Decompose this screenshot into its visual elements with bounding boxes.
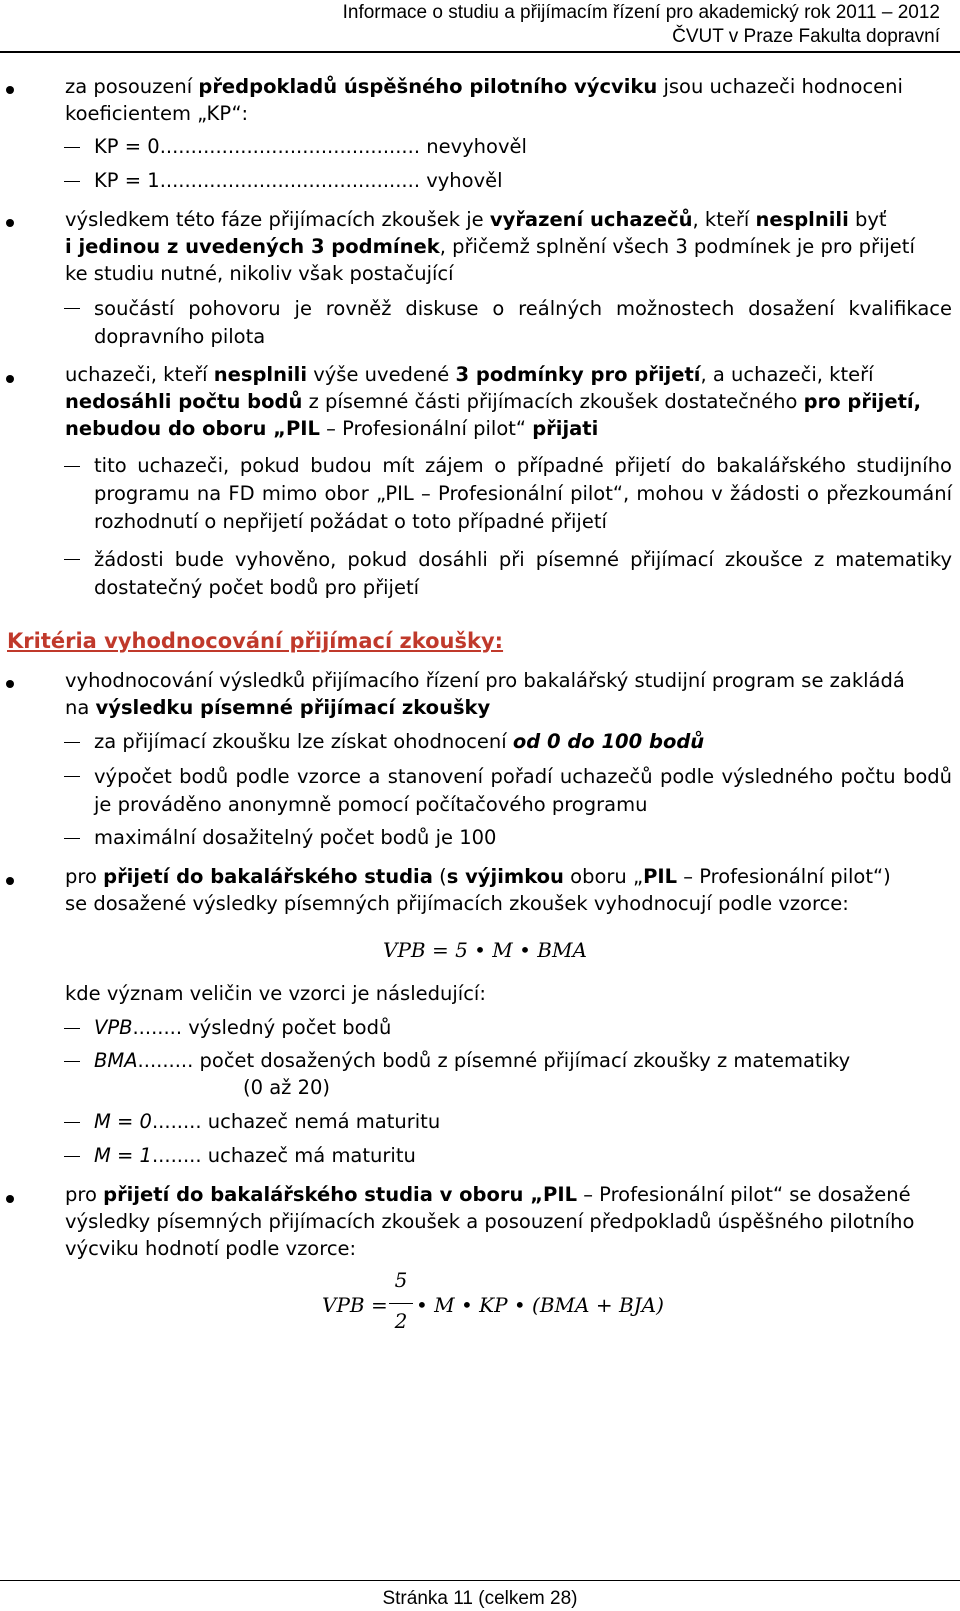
legend-bma <box>94 1048 850 1074</box>
paragraph-pil-line1 <box>65 1182 911 1208</box>
text: – Profesionální pilot“ se dosažené <box>577 1183 911 1206</box>
text: ......... počet dosažených bodů z písemné přijímací zkoušky z matematiky <box>137 1049 851 1072</box>
symbol-text: BMA <box>94 1049 138 1072</box>
text: za posouzení <box>65 75 199 98</box>
kp0-line: KP = 0.......................................... nevyhověl <box>94 135 527 158</box>
text: jsou uchazeči hodnoceni <box>657 75 903 98</box>
bullet-icon <box>6 219 14 227</box>
formula-vpb-pil-left: VPB = <box>322 1293 388 1317</box>
paragraph-reconsideration: tito uchazeči, pokud budou mít zájem o případné přijetí do bakalářského studijního programu na FD mimo obor „PIL – Profesionální pilot“, mohou v žádosti o přezkoumání rozhodnutí o nepřijetí požádat o toto případné přijetí <box>94 454 952 533</box>
paragraph-calculation: výpočet bodů podle vzorce a stanovení pořadí uchazečů podle výsledného počtu bodů je prováděno anonymně pomocí počítačového programu <box>94 765 952 816</box>
text: oboru „ <box>563 865 644 888</box>
paragraph-interview: součástí pohovoru je rovněž diskuse o reálných možnostech dosažení kvalifikace dopravního pilota <box>94 297 952 348</box>
bold-text: s výjimkou <box>446 865 564 888</box>
bullet-icon <box>6 877 14 885</box>
text: pro <box>65 1183 104 1206</box>
bullet-icon <box>6 680 14 688</box>
formula-vpb-pil-right: • M • KP • (BMA + BJA) <box>416 1293 664 1317</box>
dash-icon <box>64 1028 80 1029</box>
formula-fraction-denominator: 2 <box>394 1309 408 1333</box>
legend-m1 <box>94 1143 416 1169</box>
bold-text: pro přijetí <box>803 390 914 413</box>
bold-text: nesplnili <box>755 208 849 231</box>
symbol-text: M = 1 <box>94 1144 152 1167</box>
paragraph-rejected-line3 <box>65 416 598 442</box>
header-line-1: Informace o studiu a přijímacím řízení pro akademický rok 2011 – 2012 <box>342 2 940 23</box>
dash-icon <box>64 466 80 467</box>
footer-divider <box>0 1580 960 1581</box>
dash-icon <box>64 308 80 309</box>
dash-icon <box>64 742 80 743</box>
paragraph-result-line3: ke studiu nutné, nikoliv však postačující <box>65 262 454 285</box>
paragraph-evaluation-line1: vyhodnocování výsledků přijímacího řízení pro bakalářský studijní program se zakládá <box>65 669 905 692</box>
bold-text: nedosáhli počtu bodů <box>65 390 303 413</box>
kp1-line: KP = 1.......................................... vyhověl <box>94 169 503 192</box>
header-divider <box>0 51 960 53</box>
page-number: Stránka 11 (celkem 28) <box>382 1588 578 1609</box>
section-heading-criteria: Kritéria vyhodnocování přijímací zkoušky: <box>7 629 504 653</box>
formula-fraction-bar <box>389 1303 413 1304</box>
paragraph-max-points: maximální dosažitelný počet bodů je 100 <box>94 826 497 849</box>
bold-italic-text: od 0 do 100 bodů <box>512 730 705 753</box>
dash-icon <box>64 1061 80 1062</box>
paragraph-kp-intro <box>65 74 903 100</box>
bold-text: i jedinou z uvedených 3 podmínek <box>65 235 440 258</box>
dash-icon <box>64 776 80 777</box>
paragraph-bachelor-line1 <box>65 864 891 890</box>
text: výsledkem této fáze přijímacích zkoušek je <box>65 208 490 231</box>
formula-vpb-bachelor: VPB = 5 • M • BMA <box>383 938 587 962</box>
text: ........ uchazeč má maturitu <box>151 1144 416 1167</box>
paragraph-legend-intro: kde význam veličin ve vzorci je následující: <box>65 982 486 1005</box>
dash-icon <box>64 838 80 839</box>
paragraph-bachelor-line2: se dosažené výsledky písemných přijímacích zkoušek vyhodnocují podle vzorce: <box>65 892 849 915</box>
bold-text: předpokladů úspěšného pilotního výcviku <box>198 75 658 98</box>
bold-text: nesplnili <box>213 363 308 386</box>
bold-text: 3 podmínky pro přijetí <box>455 363 701 386</box>
bold-text: výsledku písemné přijímací zkoušky <box>95 696 491 719</box>
bold-text: přijetí do bakalářského studia v oboru „PIL <box>103 1183 577 1206</box>
dash-icon <box>64 181 80 182</box>
legend-vpb <box>94 1015 391 1041</box>
text: ........ výsledný počet bodů <box>132 1016 392 1039</box>
text: , přičemž splnění všech 3 podmínek je pro přijetí <box>439 235 915 258</box>
paragraph-points-range <box>94 729 704 755</box>
text: výše uvedené <box>307 363 456 386</box>
text: uchazeči, kteří <box>65 363 214 386</box>
symbol-text: M = 0 <box>94 1110 152 1133</box>
text: na <box>65 696 96 719</box>
bullet-icon <box>6 1195 14 1203</box>
bold-text: přijati <box>532 417 599 440</box>
text: ........ uchazeč nemá maturitu <box>151 1110 441 1133</box>
text: – Profesionální pilot“ <box>319 417 533 440</box>
legend-bma-range: (0 až 20) <box>243 1076 331 1099</box>
legend-m0 <box>94 1109 440 1135</box>
bold-text: přijetí do bakalářského studia <box>103 865 433 888</box>
dash-icon <box>64 1122 80 1123</box>
text: ( <box>432 865 447 888</box>
bullet-icon <box>6 86 14 94</box>
text: pro <box>65 865 104 888</box>
paragraph-pil-line3: výcviku hodnotí podle vzorce: <box>65 1237 357 1260</box>
paragraph-rejected-line1 <box>65 362 874 388</box>
paragraph-pil-line2: výsledky písemných přijímacích zkoušek a posouzení předpokladů úspěšného pilotního <box>65 1210 915 1233</box>
paragraph-evaluation-line2 <box>65 695 490 721</box>
dash-icon <box>64 1156 80 1157</box>
text: byť <box>848 208 887 231</box>
header-line-2: ČVUT v Praze Fakulta dopravní <box>672 26 940 47</box>
text: z písemné části přijímacích zkoušek dostatečného <box>302 390 804 413</box>
paragraph-granted: žádosti bude vyhověno, pokud dosáhli při písemné přijímací zkoušce z matematiky dostatečný počet bodů pro přijetí <box>94 548 952 599</box>
bold-text: vyřazení uchazečů <box>489 208 693 231</box>
paragraph-kp-intro-line2: koeficientem „KP“: <box>65 102 249 125</box>
formula-fraction-numerator: 5 <box>394 1268 408 1292</box>
bold-text: , <box>913 390 922 413</box>
text: – Profesionální pilot“) <box>677 865 891 888</box>
paragraph-result-line1 <box>65 207 887 233</box>
bullet-icon <box>6 375 14 383</box>
dash-icon <box>64 147 80 148</box>
bold-text: nebudou do oboru „PIL <box>65 417 320 440</box>
paragraph-rejected-line2 <box>65 389 921 415</box>
text: , a uchazeči, kteří <box>700 363 874 386</box>
text: , kteří <box>692 208 756 231</box>
dash-icon <box>64 559 80 560</box>
bold-text: PIL <box>643 865 678 888</box>
text: za přijímací zkoušku lze získat ohodnocení <box>94 730 513 753</box>
paragraph-result-line2 <box>65 234 915 260</box>
symbol-text: VPB <box>94 1016 133 1039</box>
